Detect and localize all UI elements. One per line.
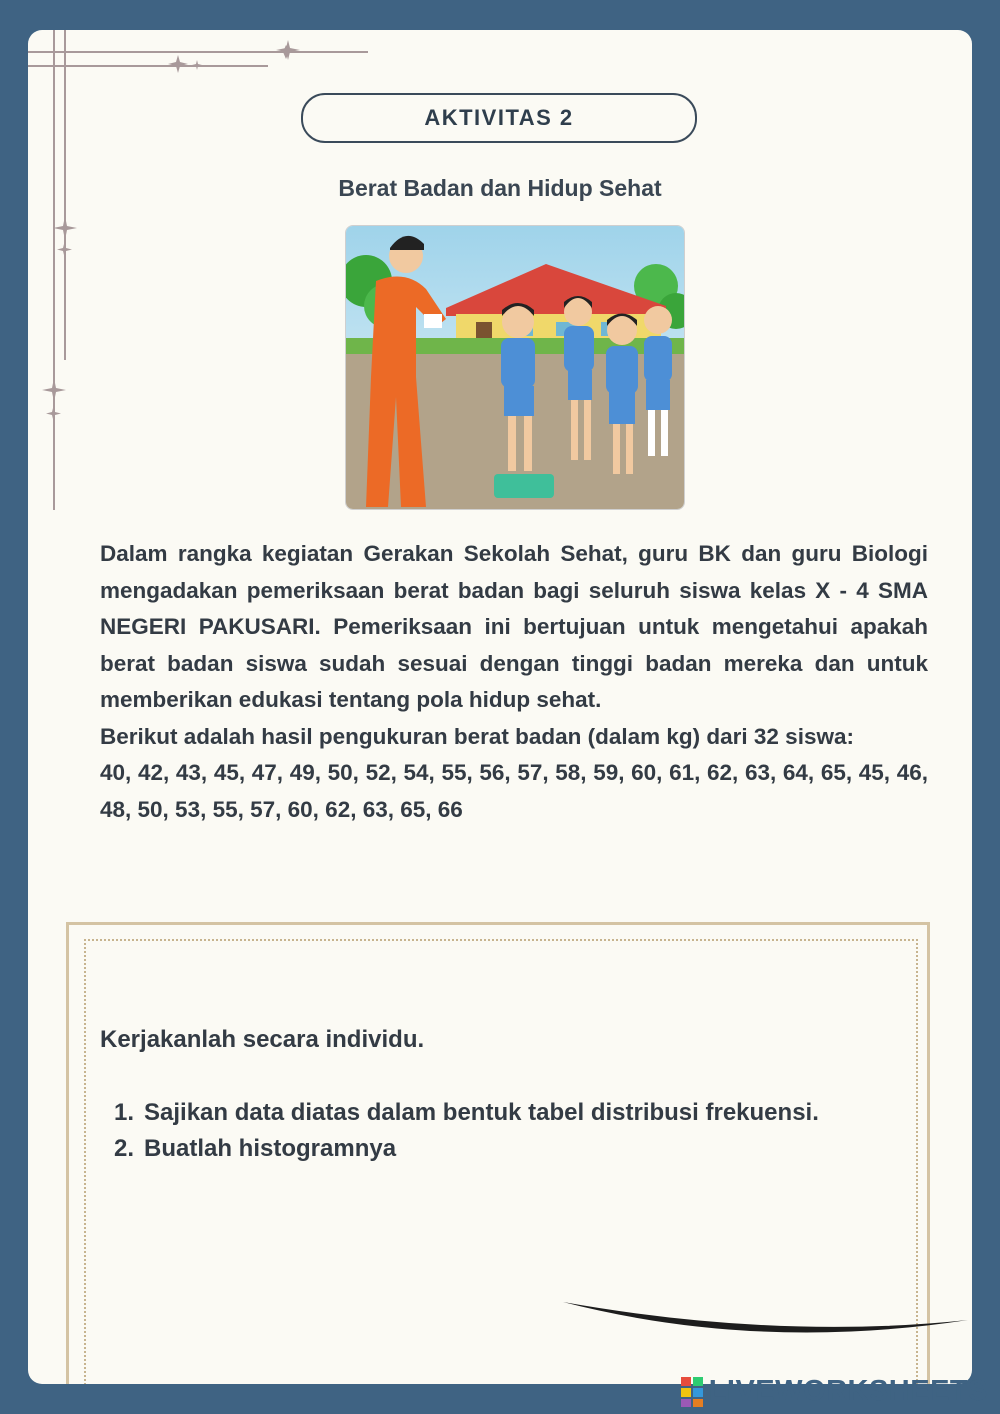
swoosh-decoration <box>558 1292 972 1352</box>
weight-data-values: 40, 42, 43, 45, 47, 49, 50, 52, 54, 55, 56, 57, 58, 59, 60, 61, 62, 63, 64, 65, 45, 46, 48, 50, 53, 55, 57, 60, 62, 63, 65, 66 <box>100 760 928 822</box>
task-number: 2. <box>114 1135 135 1162</box>
worksheet-page <box>28 30 972 1384</box>
task-text: Buatlah histogramnya <box>144 1135 397 1162</box>
task-text: Sajikan data diatas dalam bentuk tabel distribusi frekuensi. <box>144 1099 819 1126</box>
task-number: 1. <box>114 1099 135 1126</box>
task-instruction: Kerjakanlah secara individu. <box>100 1026 425 1053</box>
task-item <box>114 1096 900 1130</box>
activity-subtitle: Berat Badan dan Hidup Sehat <box>338 175 662 201</box>
weighing-illustration <box>345 225 685 510</box>
intro-paragraph: Dalam rangka kegiatan Gerakan Sekolah Sehat, guru BK dan guru Biologi mengadakan pemeriksaan berat badan bagi seluruh siswa kelas X - 4 SMA NEGERI PAKUSARI. Pemeriksaan ini bertujuan untuk mengetahui apakah berat badan siswa sudah sesuai dengan tinggi badan mereka dan untuk memberikan edukasi tentang pola hidup sehat. <box>100 541 928 712</box>
task-list <box>114 1096 900 1168</box>
liveworksheets-wordmark: LIVEWORKSHEETS <box>708 1375 988 1407</box>
activity-title: AKTIVITAS 2 <box>301 93 697 143</box>
data-intro: Berikut adalah hasil pengukuran berat badan (dalam kg) dari 32 siswa: <box>100 723 854 749</box>
liveworksheets-logo[interactable] <box>681 1375 988 1408</box>
task-item <box>114 1132 900 1166</box>
liveworksheets-icon <box>681 1377 703 1407</box>
problem-text <box>100 536 928 828</box>
